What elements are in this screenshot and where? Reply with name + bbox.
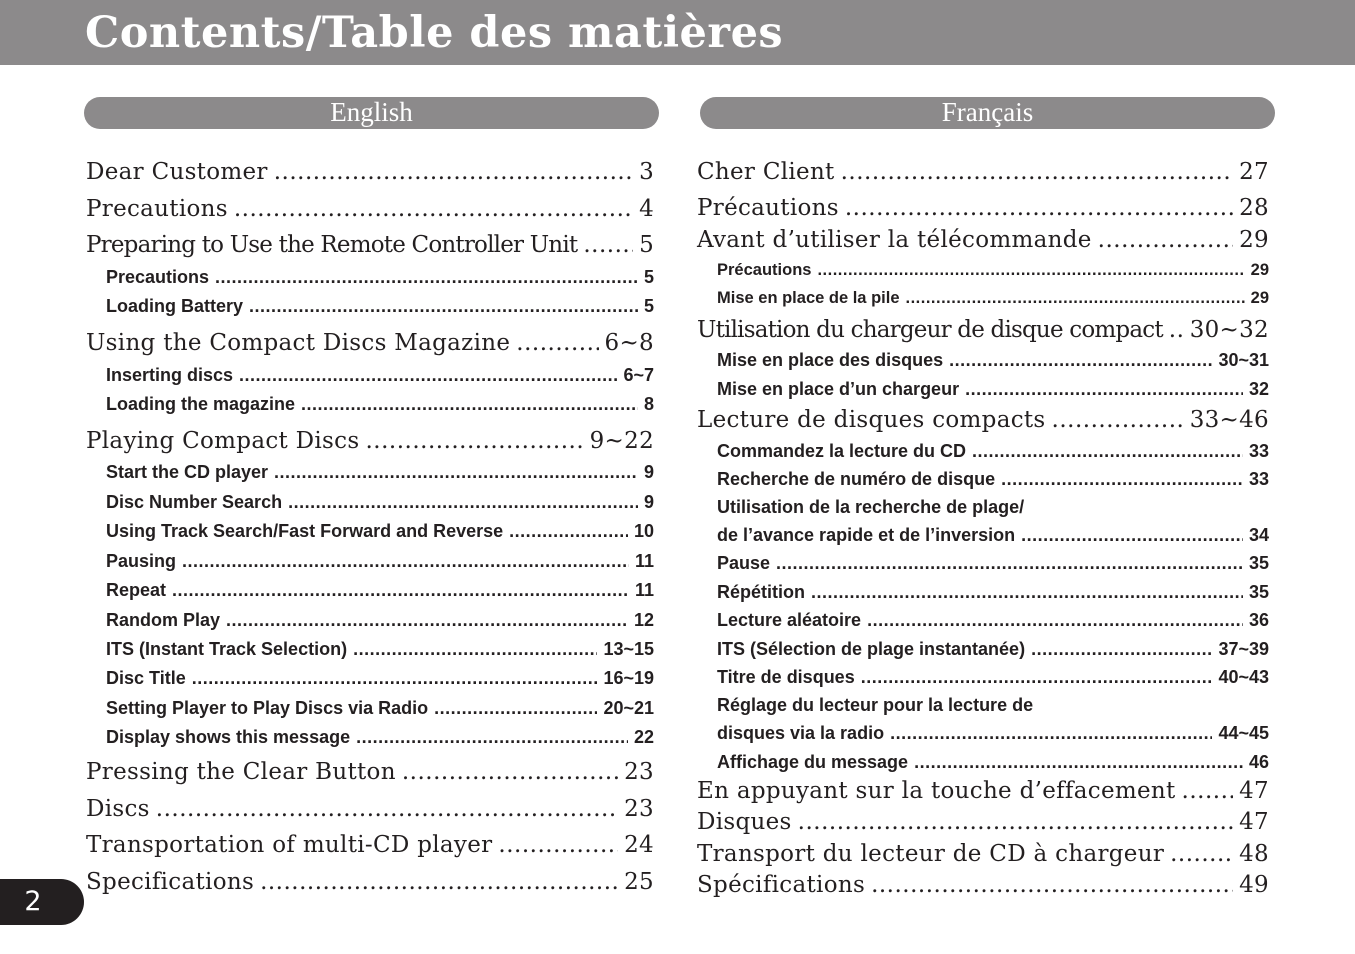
leader-dots (1169, 316, 1184, 344)
toc-entry-label: ITS (Instant Track Selection) (106, 639, 348, 659)
leader-dots (1098, 226, 1233, 254)
toc-subentry-mise-chargeur[interactable] (697, 378, 1269, 400)
toc-entry-label: Lecture aléatoire (717, 610, 862, 630)
toc-entry-label: Using Track Search/Fast Forward and Reverse (106, 521, 504, 541)
toc-entry-page: 29 (1250, 289, 1269, 307)
toc-entry-page: 33 (1248, 441, 1269, 461)
toc-entry-page: 3 (639, 159, 654, 185)
toc-entry-using-magazine[interactable] (86, 329, 654, 357)
toc-entry-page: 20~21 (603, 698, 654, 718)
toc-entry-discs[interactable] (86, 795, 654, 823)
toc-entry-preparing-remote[interactable] (86, 231, 654, 259)
toc-entry-label: Avant d’utiliser la télécommande (697, 227, 1092, 253)
toc-entry-label: Transport du lecteur de CD à chargeur (697, 841, 1165, 867)
toc-entry-label: Setting Player to Play Discs via Radio (106, 698, 429, 718)
toc-entry-page: 16~19 (603, 668, 654, 688)
toc-entry-label: Loading Battery (106, 296, 244, 316)
toc-entry-label: Disques (697, 809, 792, 835)
leader-dots (301, 393, 638, 415)
toc-subentry-recherche-plage-line1[interactable]: Utilisation de la recherche de plage/ (717, 497, 1025, 517)
toc-entry-page: 40~43 (1218, 667, 1269, 687)
toc-subentry-inserting-discs[interactable] (86, 364, 654, 386)
toc-entry-label: Dear Customer (86, 159, 268, 185)
leader-dots (288, 491, 638, 513)
toc-entry-page: 29 (1239, 227, 1269, 253)
leader-dots (1052, 406, 1184, 434)
leader-dots (274, 158, 633, 186)
page-title: Contents/Table des matières (85, 8, 784, 58)
toc-subentry-disc-title[interactable] (86, 667, 654, 689)
leader-dots (260, 868, 618, 896)
toc-entry-page: 33 (1248, 469, 1269, 489)
leader-dots (239, 364, 617, 386)
leader-dots (949, 349, 1212, 371)
toc-entry-page: 34 (1248, 525, 1269, 545)
toc-entry-page: 9 (643, 492, 654, 512)
toc-entry-label: Mise en place de la pile (717, 289, 900, 307)
toc-entry-label: Transportation of multi-CD player (86, 832, 493, 858)
leader-dots (1021, 524, 1243, 546)
leader-dots (215, 266, 638, 288)
leader-dots (1170, 840, 1233, 868)
toc-entry-label: Preparing to Use the Remote Controller Unit (86, 232, 578, 258)
toc-entry-label: Discs (86, 796, 150, 822)
toc-subentry-lecture-aleatoire[interactable] (697, 609, 1269, 631)
toc-entry-label: Using the Compact Discs Magazine (86, 330, 511, 356)
toc-entry-label: Display shows this message (106, 727, 351, 747)
toc-entry-playing-discs[interactable] (86, 427, 654, 455)
toc-entry-page: 5 (643, 267, 654, 287)
toc-entry-page: 25 (624, 869, 654, 895)
toc-entry-label: Pause (717, 553, 771, 573)
toc-subentry-mise-disques[interactable] (697, 349, 1269, 371)
toc-entry-page: 13~15 (603, 639, 654, 659)
leader-dots (234, 195, 633, 223)
toc-entry-page: 46 (1248, 752, 1269, 772)
toc-subentry-track-search[interactable] (86, 520, 654, 542)
toc-subentry-its-fr[interactable] (697, 638, 1269, 660)
toc-entry-label: Affichage du message (717, 752, 909, 772)
toc-entry-page: 48 (1239, 841, 1269, 867)
leader-dots (356, 726, 628, 748)
toc-entry-label: disques via la radio (717, 723, 885, 743)
leader-dots (861, 666, 1213, 688)
toc-entry-label: Precautions (106, 267, 210, 287)
toc-entry-label: Start the CD player (106, 462, 269, 482)
toc-subentry-commandez-lecture[interactable] (697, 440, 1269, 462)
leader-dots (817, 259, 1244, 281)
toc-subentry-pausing[interactable] (86, 550, 654, 572)
leader-dots (509, 520, 628, 542)
leader-dots (1182, 777, 1234, 805)
toc-entry-label: Repeat (106, 580, 167, 600)
leader-dots (182, 550, 629, 572)
toc-entry-label: Cher Client (697, 159, 835, 185)
toc-entry-specifications[interactable] (86, 868, 654, 896)
toc-entry-page: 8 (643, 394, 654, 414)
toc-subentry-start-cd-player[interactable] (86, 461, 654, 483)
toc-entry-label: Playing Compact Discs (86, 428, 360, 454)
toc-entry-label: Loading the magazine (106, 394, 296, 414)
leader-dots (172, 579, 629, 601)
toc-entry-page: 6~7 (623, 365, 654, 385)
leader-dots (890, 722, 1212, 744)
toc-entry-label: Mise en place d’un chargeur (717, 379, 960, 399)
toc-subentry-pause[interactable] (697, 552, 1269, 574)
toc-subentry-display-message[interactable] (86, 726, 654, 748)
toc-entry-avant-telecommande[interactable] (697, 226, 1269, 254)
leader-dots (798, 808, 1233, 836)
toc-entry-page: 27 (1239, 159, 1269, 185)
toc-entry-page: 49 (1239, 872, 1269, 898)
toc-entry-page: 6~8 (604, 330, 654, 356)
toc-subentry-repeat[interactable] (86, 579, 654, 601)
toc-subentry-affichage-message[interactable] (697, 751, 1269, 773)
toc-entry-page: 33~46 (1189, 407, 1269, 433)
toc-entry-label: Random Play (106, 610, 221, 630)
toc-entry-label: Utilisation du chargeur de disque compact (697, 317, 1163, 343)
page-number: 2 (24, 886, 42, 917)
toc-subentry-recherche-numero[interactable] (697, 468, 1269, 490)
toc-subentry-precautions[interactable] (86, 266, 654, 288)
toc-entry-page: 32 (1248, 379, 1269, 399)
toc-entry-page: 9~22 (589, 428, 654, 454)
toc-entry-utilisation-chargeur[interactable] (697, 316, 1269, 344)
leader-dots (365, 427, 583, 455)
toc-entry-transport[interactable] (697, 840, 1269, 868)
toc-entry-label: ITS (Sélection de plage instantanée) (717, 639, 1026, 659)
toc-subentry-disc-number-search[interactable] (86, 491, 654, 513)
toc-entry-page: 30~32 (1189, 317, 1269, 343)
toc-subentry-play-via-radio[interactable] (86, 697, 654, 719)
leader-dots (871, 871, 1233, 899)
toc-entry-disques[interactable] (697, 808, 1269, 836)
toc-entry-page: 22 (633, 727, 654, 747)
toc-entry-page: 30~31 (1218, 350, 1269, 370)
toc-entry-precautions[interactable] (86, 195, 654, 223)
toc-subentry-pile[interactable] (697, 287, 1269, 309)
toc-entry-page: 5 (639, 232, 654, 258)
toc-entry-label: Titre de disques (717, 667, 855, 687)
toc-entry-precautions-fr[interactable] (697, 194, 1269, 222)
toc-entry-page: 12 (633, 610, 654, 630)
leader-dots (583, 231, 633, 259)
toc-entry-page: 9 (643, 462, 654, 482)
toc-entry-page: 35 (1248, 553, 1269, 573)
toc-entry-page: 10 (633, 521, 654, 541)
toc-entry-label: Précautions (697, 195, 839, 221)
toc-entry-specifications-fr[interactable] (697, 871, 1269, 899)
leader-dots (226, 609, 628, 631)
leader-dots (776, 552, 1243, 574)
toc-entry-label: Répétition (717, 582, 805, 602)
toc-entry-page: 44~45 (1218, 723, 1269, 743)
toc-entry-label: En appuyant sur la touche d’effacement (697, 778, 1176, 804)
toc-entry-page: 4 (639, 196, 654, 222)
toc-subentry-reglage-radio-line1[interactable]: Réglage du lecteur pour la lecture de (717, 695, 1034, 715)
toc-entry-page: 37~39 (1218, 639, 1269, 659)
toc-subentry-titre-disques[interactable] (697, 666, 1269, 688)
toc-entry-page: 23 (624, 759, 654, 785)
leader-dots (516, 329, 598, 357)
leader-dots (402, 758, 618, 786)
toc-entry-label: Recherche de numéro de disque (717, 469, 996, 489)
toc-entry-cher-client[interactable] (697, 158, 1269, 186)
leader-dots (156, 795, 618, 823)
toc-entry-label: Commandez la lecture du CD (717, 441, 967, 461)
toc-entry-label: Precautions (86, 196, 228, 222)
leader-dots (353, 638, 597, 660)
toc-entry-label: Pausing (106, 551, 177, 571)
toc-entry-label: de l’avance rapide et de l’inversion (717, 525, 1016, 545)
leader-dots (192, 667, 598, 689)
leader-dots (965, 378, 1243, 400)
toc-subentry-repetition[interactable] (697, 581, 1269, 603)
toc-subentry-reglage-radio-line2[interactable] (697, 722, 1269, 744)
toc-subentry-recherche-plage-line2[interactable] (697, 524, 1269, 546)
leader-dots (274, 461, 638, 483)
toc-entry-page: 35 (1248, 582, 1269, 602)
leader-dots (811, 581, 1243, 603)
toc-entry-label: Mise en place des disques (717, 350, 944, 370)
toc-entry-transportation[interactable] (86, 831, 654, 859)
leader-dots (841, 158, 1234, 186)
toc-entry-label: Précautions (717, 261, 812, 279)
toc-entry-page: 28 (1239, 195, 1269, 221)
leader-dots (845, 194, 1233, 222)
toc-entry-page: 47 (1239, 809, 1269, 835)
leader-dots (1031, 638, 1212, 660)
leader-dots (434, 697, 597, 719)
toc-entry-page: 36 (1248, 610, 1269, 630)
toc-entry-clear-button[interactable] (86, 758, 654, 786)
leader-dots (249, 295, 638, 317)
toc-entry-label: Spécifications (697, 872, 866, 898)
leader-dots (972, 440, 1243, 462)
section-heading-english: English (84, 97, 659, 129)
toc-subentry-random-play[interactable] (86, 609, 654, 631)
leader-dots (867, 609, 1243, 631)
toc-entry-page: 29 (1250, 261, 1269, 279)
toc-entry-page: 5 (643, 296, 654, 316)
leader-dots (906, 287, 1245, 309)
toc-entry-label: Inserting discs (106, 365, 234, 385)
toc-entry-page: 23 (624, 796, 654, 822)
toc-entry-lecture-disques[interactable] (697, 406, 1269, 434)
toc-entry-label: Disc Title (106, 668, 186, 688)
toc-subentry-its[interactable] (86, 638, 654, 660)
toc-subentry-loading-battery[interactable] (86, 295, 654, 317)
toc-entry-effacement[interactable] (697, 777, 1269, 805)
toc-entry-dear-customer[interactable] (86, 158, 654, 186)
toc-entry-label: Specifications (86, 869, 255, 895)
leader-dots (498, 831, 618, 859)
toc-entry-label: Pressing the Clear Button (86, 759, 396, 785)
toc-entry-label: Lecture de disques compacts (697, 407, 1046, 433)
toc-entry-page: 11 (634, 551, 654, 571)
toc-subentry-loading-magazine[interactable] (86, 393, 654, 415)
section-heading-french: Français (700, 97, 1275, 129)
toc-subentry-precautions-fr[interactable] (697, 259, 1269, 281)
leader-dots (1001, 468, 1243, 490)
toc-entry-page: 24 (624, 832, 654, 858)
toc-entry-label: Disc Number Search (106, 492, 283, 512)
toc-entry-page: 47 (1239, 778, 1269, 804)
leader-dots (914, 751, 1243, 773)
toc-entry-page: 11 (634, 580, 654, 600)
